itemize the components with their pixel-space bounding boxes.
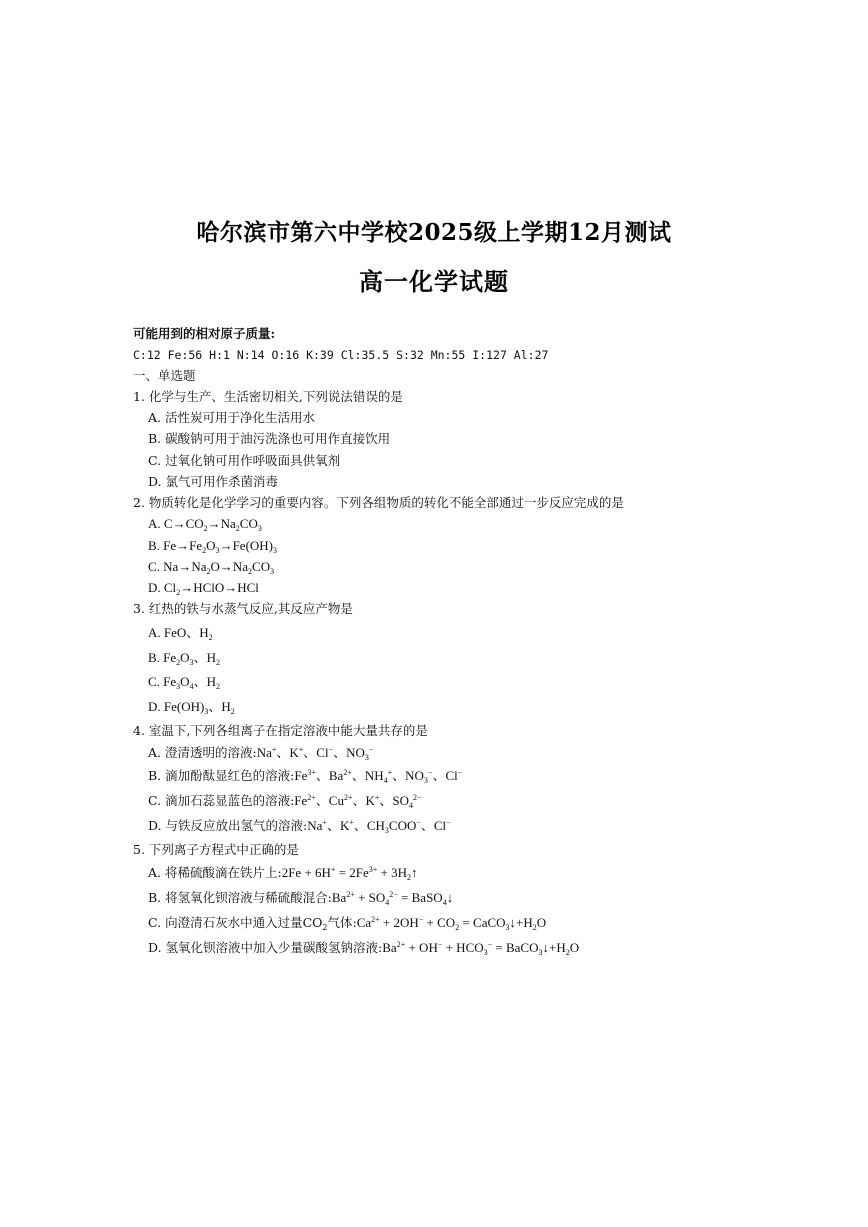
formula-part: CO	[239, 516, 258, 531]
question-1-option-a: A. 活性炭可用于净化生活用水	[148, 410, 315, 425]
question-2-option-c	[148, 559, 274, 575]
formula-part: O	[180, 650, 190, 665]
eq-sub: 2	[565, 948, 570, 957]
ion-part: 、CH	[353, 818, 385, 833]
ion-part: 、SO	[379, 793, 410, 808]
question-1-option-b: B. 碳酸钠可用于油污洗涤也可用作直接饮用	[148, 431, 391, 446]
ion-sup: +	[298, 745, 304, 754]
ion-list	[307, 818, 450, 833]
atomic-mass-values: C:12 Fe:56 H:1 N:14 O:16 K:39 Cl:35.5 S:32 Mn:55 I:127 Al:27	[133, 348, 549, 362]
option-letter: D.	[148, 699, 161, 714]
question-1-option-c: C. 过氧化钠可用作呼吸面具供氧剂	[148, 453, 341, 468]
ion-part: COO	[388, 818, 417, 833]
question-5-option-b	[148, 890, 453, 906]
formula-sub: 2	[203, 524, 208, 533]
option-text: 气体:	[327, 915, 357, 930]
eq-part: + 2OH	[379, 915, 419, 930]
ion-part: Na	[307, 818, 323, 833]
ion-sub: 4	[383, 776, 388, 785]
option-letter: B.	[148, 650, 160, 665]
eq-sub: 3	[483, 948, 488, 957]
formula-part: Fe→Fe	[163, 538, 203, 553]
formula-sub: 2	[176, 658, 181, 667]
eq-part: + HCO	[442, 940, 484, 955]
eq-part: O	[536, 915, 547, 930]
question-2-option-b	[148, 538, 277, 554]
ion-part: 、Cl	[303, 745, 329, 760]
formula-part: Cl	[163, 580, 177, 595]
option-text: C. 滴加石蕊显蓝色的溶液:	[148, 793, 295, 808]
ion-sup: +	[322, 818, 327, 827]
question-4-option-b	[148, 768, 462, 784]
formula-part: Fe(OH)	[163, 699, 205, 714]
formula-sub: 2	[230, 707, 235, 716]
formula-part: 、H	[193, 674, 216, 689]
question-5-option-a	[148, 865, 418, 881]
eq-part: = 2Fe	[335, 865, 369, 880]
ion-sup: −	[457, 768, 463, 777]
ion-part: Na	[256, 745, 272, 760]
question-5-option-d	[148, 940, 579, 956]
ion-sup: 3+	[307, 768, 316, 777]
eq-sub: 4	[385, 898, 390, 907]
formula-part: →HClO→HCl	[180, 580, 259, 595]
eq-part: Ca	[356, 915, 372, 930]
formula-sub: 2	[215, 658, 220, 667]
eq-part: ↓+H	[542, 940, 566, 955]
question-4-stem: 4. 室温下,下列各组离子在指定溶液中能大量共存的是	[133, 723, 428, 738]
ion-sup: 2+	[343, 793, 353, 802]
ion-part: 、Cl	[420, 818, 447, 833]
formula-part: →CO	[172, 516, 204, 531]
eq-sup: −	[487, 940, 493, 949]
ion-sup: −	[427, 768, 433, 777]
formula-part: FeO、H	[163, 625, 209, 640]
formula-part: →Fe(OH)	[219, 538, 273, 553]
formula-sub: 2	[215, 682, 220, 691]
formula-part: CO	[252, 559, 271, 574]
ion-part: Fe	[294, 793, 308, 808]
option-letter: D.	[148, 580, 161, 595]
formula-part: O→Na	[210, 559, 249, 574]
ion-part: 、Cu	[315, 793, 344, 808]
eq-part: 2Fe + 6H	[281, 865, 331, 880]
eq-part: = BaSO	[397, 890, 443, 905]
eq-sup: 2+	[396, 940, 406, 949]
eq-sub: 3	[505, 923, 510, 932]
option-text: C. 向澄清石灰水中通入过量CO	[148, 915, 323, 930]
formula-sub: 2	[208, 633, 213, 642]
option-text: B. 滴加酚酞显红色的溶液:	[148, 768, 295, 783]
exam-school-title: 哈尔滨市第六中学校2025级上学期12月测试	[196, 219, 672, 246]
eq-sup: 2−	[389, 890, 398, 899]
question-3-option-a	[148, 625, 213, 641]
atomic-mass-label: 可能用到的相对原子质量:	[133, 326, 276, 341]
question-3-stem: 3. 红热的铁与水蒸气反应,其反应产物是	[133, 601, 353, 616]
formula-sub: 3	[257, 524, 262, 533]
ion-sup: +	[271, 745, 277, 754]
question-2-option-a	[148, 516, 262, 532]
formula-sub: 3	[273, 546, 277, 555]
ion-sup: +	[349, 818, 354, 827]
ion-sup: −	[368, 745, 374, 754]
ion-sub: 3	[384, 826, 389, 835]
ionic-equation	[332, 890, 453, 905]
option-text: D. 氢氧化钡溶液中加入少量碳酸氢钠溶液:	[148, 940, 383, 955]
section-title: 一、单选题	[133, 368, 196, 383]
eq-part: Ba	[382, 940, 397, 955]
ion-sup: −	[328, 745, 334, 754]
formula-sub: 2	[202, 546, 207, 555]
formula-sub: 3	[215, 546, 220, 555]
ion-sup: +	[374, 793, 380, 802]
ion-sup: +	[387, 768, 393, 777]
ion-list	[257, 745, 374, 760]
formula-part: O	[180, 674, 190, 689]
eq-sup: −	[437, 940, 443, 949]
eq-sup: 2+	[371, 915, 380, 924]
eq-part: + CO	[423, 915, 456, 930]
ion-part: 、NO	[333, 745, 365, 760]
formula-sub: 2	[206, 567, 211, 576]
ion-part: 、NO	[392, 768, 424, 783]
formula-sub: 2	[176, 588, 181, 597]
eq-part: = CaCO	[459, 915, 506, 930]
ion-part: 、Ba	[315, 768, 344, 783]
eq-sub: 4	[442, 898, 447, 907]
ion-part: 、K	[276, 745, 299, 760]
ion-sub: 3	[423, 776, 428, 785]
eq-part: + SO	[354, 890, 386, 905]
formula-part: O	[206, 538, 216, 553]
eq-sub: 2	[407, 873, 412, 882]
question-2-option-d	[148, 580, 259, 596]
formula-sub: 3	[204, 707, 209, 716]
ion-list	[294, 768, 462, 783]
formula-part: Fe	[163, 674, 177, 689]
formula-sub: 3	[270, 567, 275, 576]
eq-sup: 3+	[368, 865, 378, 874]
ion-sup: 2−	[413, 793, 422, 802]
eq-part: Ba	[331, 890, 347, 905]
ionic-equation	[282, 865, 418, 880]
question-2-stem: 2. 物质转化是化学学习的重要内容。下列各组物质的转化不能全部通过一步反应完成的是	[133, 495, 624, 510]
formula-part: Na→Na	[163, 559, 207, 574]
eq-part: O	[569, 940, 580, 955]
question-1-option-d: D. 氯气可用作杀菌消毒	[148, 474, 279, 489]
ion-sup: 2+	[343, 768, 352, 777]
ion-sub: 3	[364, 753, 369, 762]
formula-part: C	[163, 516, 173, 531]
question-4-option-d	[148, 818, 451, 834]
option-text: D. 与铁反应放出氢气的溶液:	[148, 818, 308, 833]
ionic-equation	[382, 940, 579, 955]
formula-sub: 3	[189, 658, 194, 667]
formula-part: →Na	[207, 516, 236, 531]
eq-sub: 2	[532, 923, 537, 932]
option-letter: A.	[148, 625, 161, 640]
question-4-option-a	[148, 745, 373, 761]
question-5-stem: 5. 下列离子方程式中正确的是	[133, 842, 299, 857]
ion-part: 、NH	[351, 768, 384, 783]
question-1-stem: 1. 化学与生产、生活密切相关,下列说法错误的是	[133, 389, 403, 404]
formula-sub: 2	[235, 524, 240, 533]
ion-list	[294, 793, 421, 808]
formula-part: 、H	[193, 650, 216, 665]
ion-sup: 2+	[307, 793, 316, 802]
eq-sup: 2+	[346, 890, 355, 899]
question-3-option-d	[148, 699, 235, 715]
eq-part: = BaCO	[492, 940, 539, 955]
formula-sub: 4	[189, 682, 194, 691]
question-3-option-c	[148, 674, 220, 690]
formula-part: 、H	[208, 699, 231, 714]
formula-sub: 2	[248, 567, 253, 576]
option-text: B. 将氢氧化钡溶液与稀硫酸混合:	[148, 890, 332, 905]
option-text: A. 将稀硫酸滴在铁片上:	[148, 865, 282, 880]
option-text: A. 澄清透明的溶液:	[148, 745, 257, 760]
ion-sub: 4	[409, 801, 414, 810]
eq-sup: −	[418, 915, 424, 924]
option-text-sub: 2	[322, 923, 328, 932]
option-letter: C.	[148, 674, 160, 689]
ion-part: 、K	[326, 818, 350, 833]
question-3-option-b	[148, 650, 220, 666]
eq-part: ↓+H	[509, 915, 533, 930]
formula-part: Fe	[163, 650, 177, 665]
exam-subject-title: 高一化学试题	[359, 267, 509, 296]
formula-sub: 3	[176, 682, 181, 691]
eq-sup: +	[330, 865, 336, 874]
ionic-equation	[357, 915, 546, 930]
eq-sub: 3	[538, 948, 543, 957]
eq-part: + 3H	[377, 865, 408, 880]
eq-part: + OH	[405, 940, 438, 955]
ion-part: 、K	[352, 793, 375, 808]
question-4-option-c	[148, 793, 422, 809]
option-letter: B.	[148, 538, 160, 553]
ion-sup: −	[446, 818, 451, 827]
ion-part: Fe	[294, 768, 308, 783]
eq-sub: 2	[455, 923, 460, 932]
ion-sup: −	[416, 818, 421, 827]
option-letter: C.	[148, 559, 160, 574]
ion-part: 、Cl	[432, 768, 458, 783]
option-letter: A.	[148, 516, 161, 531]
eq-part: ↓	[446, 890, 454, 905]
eq-part: ↑	[411, 865, 418, 880]
question-5-option-c	[148, 915, 546, 931]
